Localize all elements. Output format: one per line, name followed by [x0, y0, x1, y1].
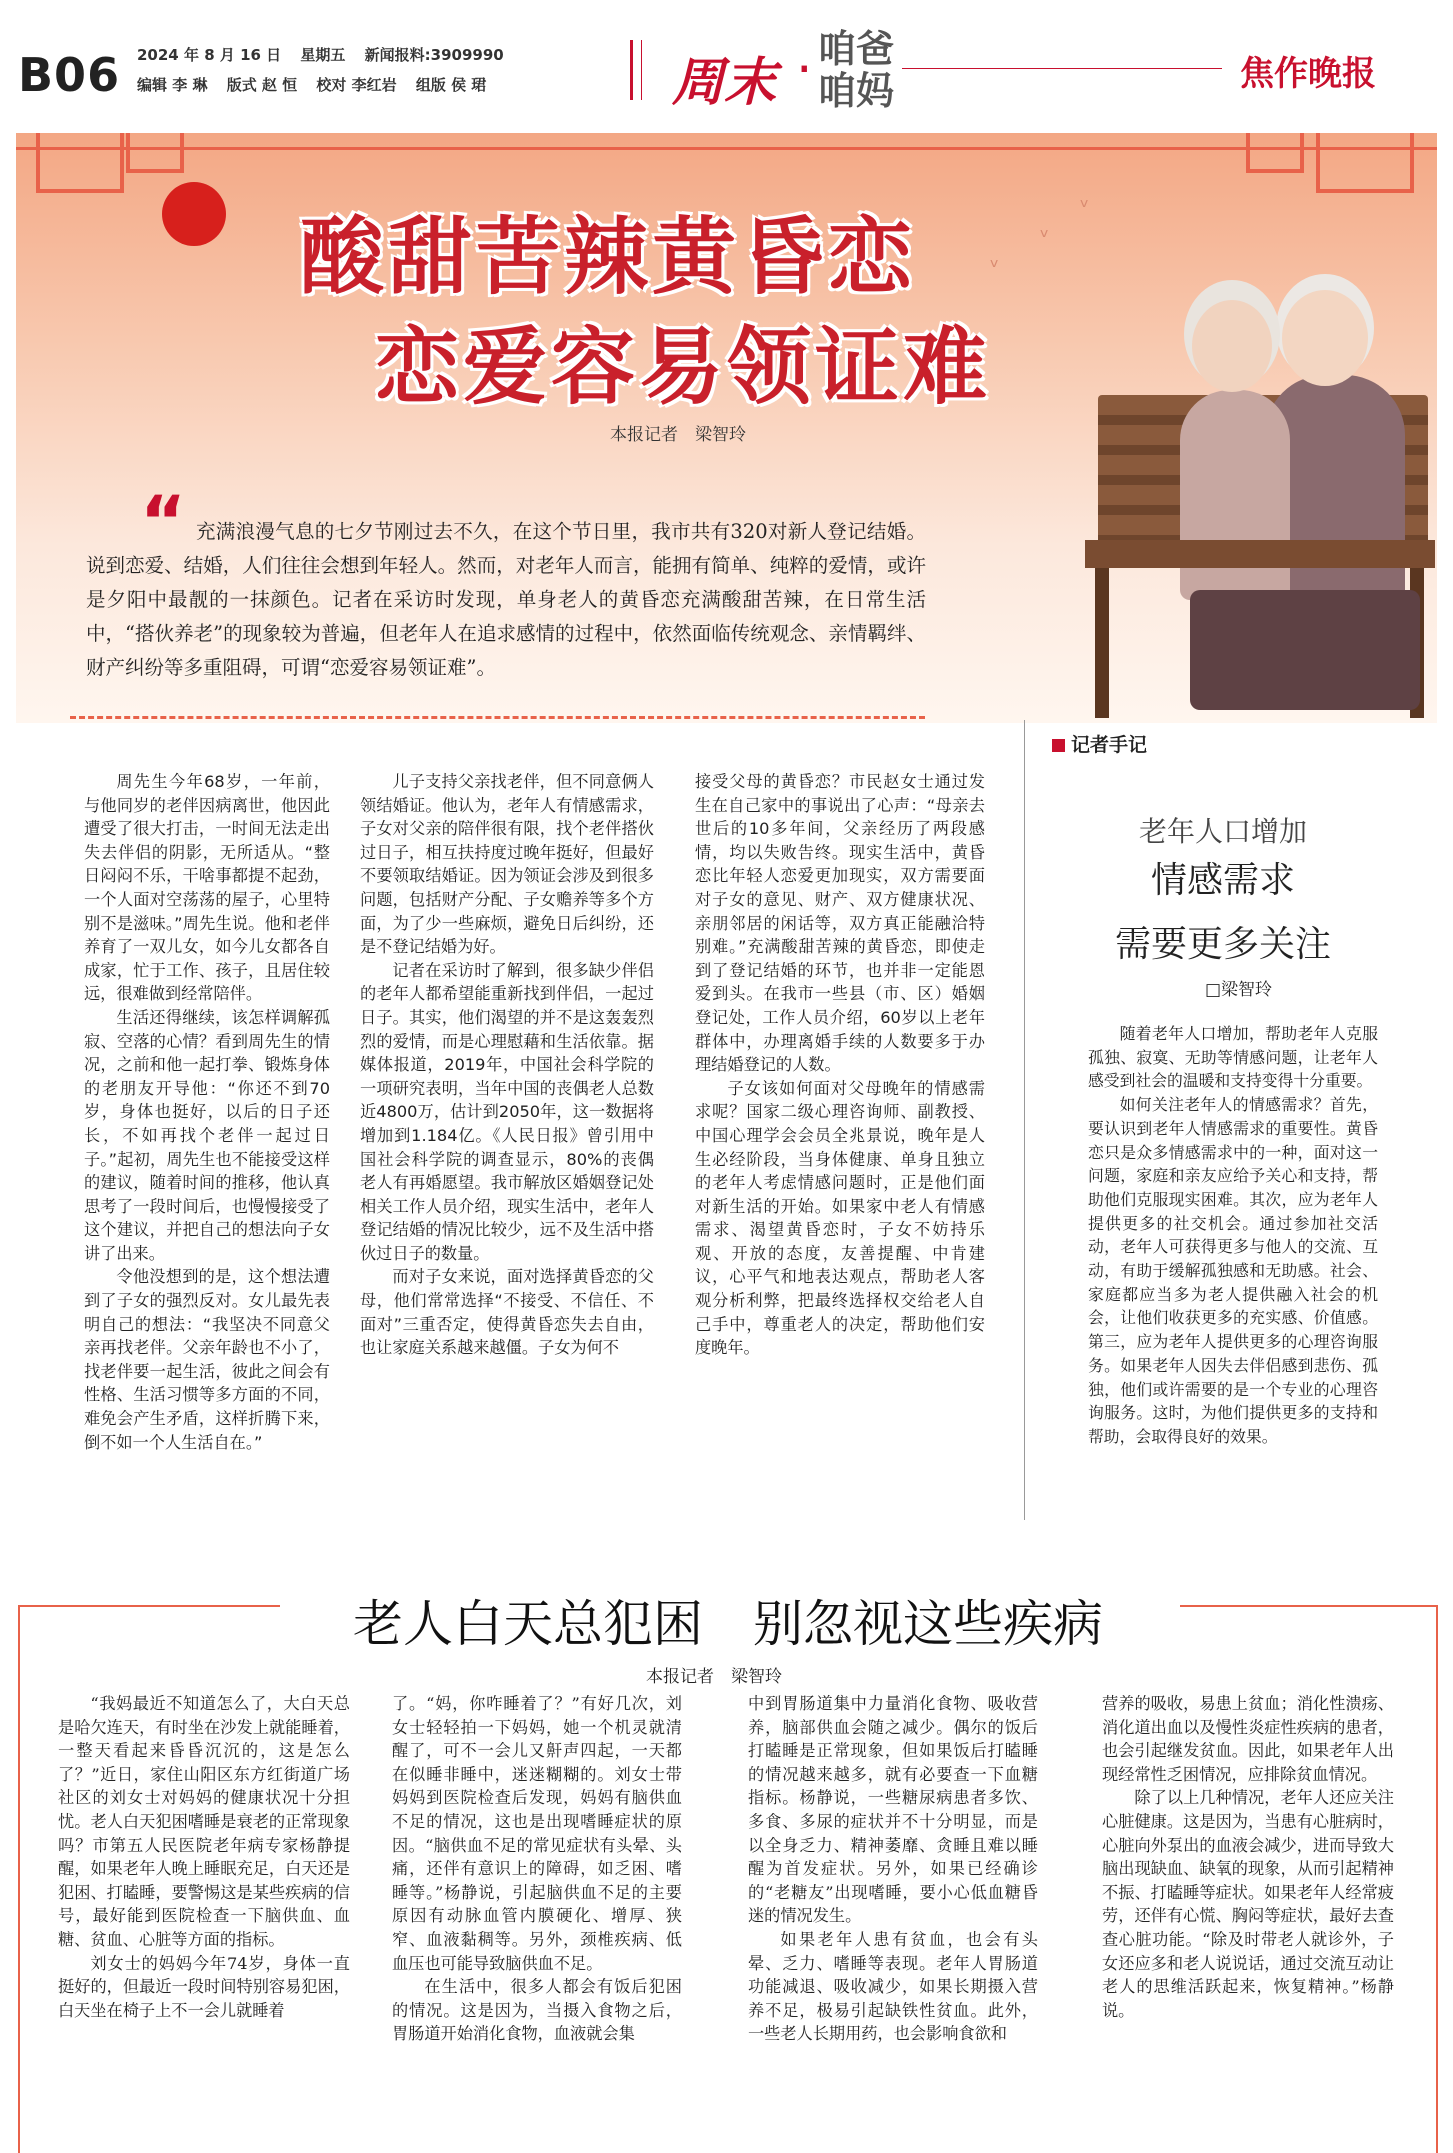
staff-compose: 组版 侯 珺: [415, 76, 487, 94]
paragraph: “我妈最近不知道怎么了，大白天总是哈欠连天，有时坐在沙发上就能睡着，一整天看起来昏昏沉沉的，这是怎么了？”近日，家住山阳区东方红街道广场社区的刘女士对妈妈的健康状况十分担忧。老人白天犯困嗜睡是衰老的正常现象吗？市第五人民医院老年病专家杨静提醒，如果老年人晚上睡眠充足，白天还是犯困、打瞌睡，要警惕这是某些疾病的信号，最好能到医院检查一下脑供血、血糖、贫血、心脏等方面的指标。: [58, 1694, 350, 1949]
header-divider: [630, 40, 642, 100]
bird-icon: ᵛ: [1040, 225, 1050, 250]
paragraph: 周先生今年68岁，一年前，与他同岁的老伴因病离世，他因此遭受了很大打击，一时间无法走出失去伴侣的阴影，无所适从。“整日闷闷不乐，干啥事都提不起劲，一个人面对空荡荡的屋子，心里特别不是滋味。”周先生说。他和老伴养育了一双儿女，如今儿女都各自成家，忙于工作、孩子，且居住较远，很难做到经常陪伴。: [84, 772, 330, 1004]
article2-column-4: [1102, 1692, 1394, 2022]
article-byline: 本报记者 梁智玲: [610, 425, 746, 445]
paragraph: 子女该如何面对父母晚年的情感需求呢？国家二级心理咨询师、副教授、中国心理学会会员全兆景说，晚年是人生必经阶段，当身体健康、单身且独立的老年人考虑情感问题时，正是他们面对新生活的开始。如果家中老人有情感需求、渴望黄昏恋时，子女不妨持乐观、开放的态度，友善提醒、中肯建议，心平气和地表达观点，帮助老人客观分析利弊，把最终选择权交给老人自己手中，尊重老人的决定，帮助他们安度晚年。: [695, 1078, 985, 1358]
notes-title-line1: 老年人口增加: [1138, 815, 1307, 848]
news-hotline: 新闻报料:3909990: [364, 46, 504, 64]
paragraph: 记者在采访时了解到，很多缺少伴侣的老年人都希望能重新找到伴侣，一起过日子。其实，他们渴望的并不是这轰轰烈烈的爱情，而是心理慰藉和生活依靠。据媒体报道，2019年，中国社会科学院的一项研究表明，当年中国的丧偶老人总数近4800万，估计到2050年，这一数据将增加到1.184亿。《人民日报》曾引用中国社会科学院的调查显示，80%的丧偶老人有再婚愿望。我市解放区婚姻登记处相关工作人员介绍，现实生活中，老年人登记结婚的情况比较少，远不及生活中搭伙过日子的数量。: [360, 960, 654, 1263]
paragraph: 接受父母的黄昏恋？市民赵女士通过发生在自己家中的事说出了心声：“母亲去世后的10多年间，父亲经历了两段感情，均以失败告终。现实生活中，黄昏恋比年轻人恋爱更加现实，双方需要面对子女的意见、财产、双方健康状况、亲朋邻居的闲话等，双方真正能融洽特别难。”充满酸甜苦辣的黄昏恋，即使走到了登记结婚的环节，也并非一定能恩爱到头。在我市一些县（市、区）婚姻登记处，工作人员介绍，60岁以上老年群体中，办理离婚手续的人数要多于办理结婚登记的人数。: [695, 772, 985, 1075]
article2-column-3: [748, 1692, 1038, 2046]
paragraph: 了。“妈，你咋睡着了？”有好几次，刘女士轻轻拍一下妈妈，她一个机灵就清醒了，可不一会儿又鼾声四起，一天都在似睡非睡中，迷迷糊糊的。刘女士带妈妈到医院检查后发现，妈妈有脑供血不足的情况，这也是出现嗜睡症状的原因。“脑供血不足的常见症状有头晕、头痛，还伴有意识上的障碍，如乏困、嗜睡等。”杨静说，引起脑供血不足的主要原因有动脉血管内膜硬化、增厚、狭窄、血液黏稠等。另外，颈椎疾病、低血压也可能导致脑供血不足。: [392, 1694, 682, 1973]
notes-body: [1088, 1022, 1378, 1449]
paragraph: 除了以上几种情况，老年人还应关注心脏健康。这是因为，当患有心脏病时，心脏向外泵出的血液会减少，进而导致大脑出现缺血、缺氧的现象，从而引起精神不振、打瞌睡等症状。如果老年人经常疲劳，还伴有心慌、胸闷等症状，最好去查查心脏功能。“除及时带老人就诊外，子女还应多和老人说说话，通过交流互动让老人的思维活跃起来，恢复精神。”杨静说。: [1102, 1788, 1394, 2020]
header-staff-line: [137, 74, 500, 95]
paragraph: 如何关注老年人的情感需求？首先，要认识到老年人情感需求的重要性。黄昏恋只是众多情感需求中的一种，面对这一问题，家庭和亲友应给予关心和支持，帮助他们克服现实困难。其次，应为老年人提供更多的社交机会。通过参加社交活动，老年人可获得更多与他人的交流、互动，有助于缓解孤独感和无助感。社会、家庭都应当多为老人提供融入社会的机会，让他们收获更多的充实感、价值感。第三，应为老年人提供更多的心理咨询服务。如果老年人因失去伴侣感到悲伤、孤独，他们或许需要的是一个专业的心理咨询服务。这时，为他们提供更多的支持和帮助，会取得良好的效果。: [1088, 1095, 1378, 1446]
paragraph: 而对子女来说，面对选择黄昏恋的父母，他们常常选择“不接受、不信任、不面对”三重否定，使得黄昏恋失去自由，也让家庭关系越来越僵。子女为何不: [360, 1267, 654, 1358]
paragraph: 刘女士的妈妈今年74岁，身体一直挺好的，但最近一段时间特别容易犯困，白天坐在椅子上不一会儿就睡着: [58, 1953, 350, 2020]
article2-column-2: [392, 1692, 682, 2046]
paragraph: 令他没想到的是，这个想法遭到了子女的强烈反对。女儿最先表明自己的想法：“我坚决不同意父亲再找老伴。父亲年龄也不小了，找老伴要一起生活，彼此之间会有性格、生活习惯等多方面的不同，难免会产生矛盾，这样折腾下来，倒不如一个人生活自在。”: [84, 1267, 330, 1452]
grandpa-head: [1282, 290, 1368, 386]
article-title-line2: 恋爱容易领证难: [375, 318, 992, 416]
article2-column-1: [58, 1692, 350, 2022]
issue-weekday: 星期五: [300, 46, 346, 64]
article2-title: 老人白天总犯困 别忽视这些疾病: [353, 1595, 1103, 1653]
staff-proofread: 校对 李红岩: [316, 76, 397, 94]
paragraph: 如果老年人患有贫血，也会有头晕、乏力、嗜睡等表现。老年人胃肠道功能减退、吸收减少，如果长期摄入营养不足，极易引起缺铁性贫血。此外，一些老人长期用药，也会影响食欲和: [748, 1929, 1038, 2044]
staff-editor: 编辑 李 琳: [137, 76, 208, 94]
section-separator: ·: [796, 40, 813, 100]
article-column-3: [695, 770, 985, 1360]
issue-date: 2024 年 8 月 16 日: [137, 46, 282, 64]
section-subtitle: 咱爸咱妈: [818, 27, 895, 113]
paragraph: 中到胃肠道集中力量消化食物、吸收营养，脑部供血会随之减少。偶尔的饭后打瞌睡是正常现象，但如果饭后打瞌睡的情况越来越多，就有必要查一下血糖指标。杨静说，一些糖尿病患者多饮、多食、多尿的症状并不十分明显，而是以全身乏力、精神萎靡、贪睡且难以睡醒为首发症状。另外，如果已经确诊的“老糖友”出现嗜睡，要小心低血糖昏迷的情况发生。: [748, 1694, 1038, 1926]
article-lead: 充满浪漫气息的七夕节刚过去不久，在这个节日里，我市共有320对新人登记结婚。说到恋爱、结婚，人们往往会想到年轻人。然而，对老年人而言，能拥有简单、纯粹的爱情，或许是夕阳中最靓的一抹颜色。记者在采访时发现，单身老人的黄昏恋充满酸甜苦辣，在日常生活中，“搭伙养老”的现象较为普遍，但老年人在追求感情的过程中，依然面临传统观念、亲情羁绊、财产纠纷等多重阻碍，可谓“恋爱容易领证难”。: [86, 520, 926, 679]
header-info-line: [137, 44, 518, 65]
paragraph: 随着老年人口增加，帮助老年人克服孤独、寂寞、无助等情感问题，让老年人感受到社会的温暖和支持变得十分重要。: [1088, 1024, 1378, 1091]
bench-seat: [1085, 540, 1435, 568]
quote-mark-icon: “: [140, 481, 187, 563]
bird-icon: ᵛ: [990, 255, 1000, 280]
dashed-divider: [70, 716, 925, 719]
bench-leg: [1095, 568, 1109, 718]
paragraph: 营养的吸收，易患上贫血；消化性溃疡、消化道出血以及慢性炎症性疾病的患者，也会引起继发贫血。因此，如果老年人出现经常性乏困情况，应排除贫血情况。: [1102, 1694, 1394, 1784]
notes-label-text: 记者手记: [1071, 734, 1148, 756]
section-title: 周末: [672, 53, 777, 113]
paragraph: 儿子支持父亲找老伴，但不同意俩人领结婚证。他认为，老年人有情感需求，子女对父亲的陪伴很有限，找个老伴搭伙过日子，相互扶持度过晚年挺好，但最好不要领取结婚证。因为领证会涉及到很多问题，包括财产分配、子女赡养等多个方面，为了少一些麻烦，避免日后纠纷，还是不登记结婚为好。: [360, 772, 654, 957]
notes-title-line2: 情感需求: [1150, 860, 1295, 901]
notes-title-line3: 需要更多关注: [1114, 924, 1331, 965]
notes-label: [1052, 730, 1147, 757]
article-title-line1: 酸甜苦辣黄昏恋: [300, 208, 917, 306]
paragraph: 在生活中，很多人都会有饭后犯困的情况。这是因为，当摄入食物之后，胃肠道开始消化食物，血液就会集: [392, 1977, 682, 2044]
couple-legs: [1190, 590, 1420, 710]
article-column-1: [84, 770, 330, 1454]
grandma-figure: [1180, 390, 1290, 600]
notes-byline: □梁智玲: [1205, 980, 1273, 1000]
paragraph: 生活还得继续，该怎样调解孤寂、空落的心情？看到周先生的情况，之前和他一起打拳、锻炼身体的老朋友开导他：“你还不到70岁，身体也挺好，以后的日子还长，不如再找个老伴一起过日子。”起初，周先生也不能接受这样的建议，随着时间的推移，他认真思考了一段时间后，也慢慢接受了这个建议，并把自己的想法向子女讲了出来。: [84, 1007, 330, 1263]
article2-byline: 本报记者 梁智玲: [646, 1667, 782, 1687]
newspaper-logo: 焦作晚报: [1240, 54, 1376, 94]
staff-layout: 版式 赵 恒: [226, 76, 298, 94]
fret-top-band: [16, 133, 1437, 150]
article-column-2: [360, 770, 654, 1360]
bird-icon: ᵛ: [1080, 195, 1090, 220]
header-rule: [902, 68, 1222, 69]
grandma-head: [1192, 300, 1272, 392]
sun-icon: [162, 182, 226, 246]
page-number: B06: [18, 48, 121, 102]
notes-divider: [1024, 720, 1025, 1520]
square-bullet-icon: [1052, 739, 1065, 752]
